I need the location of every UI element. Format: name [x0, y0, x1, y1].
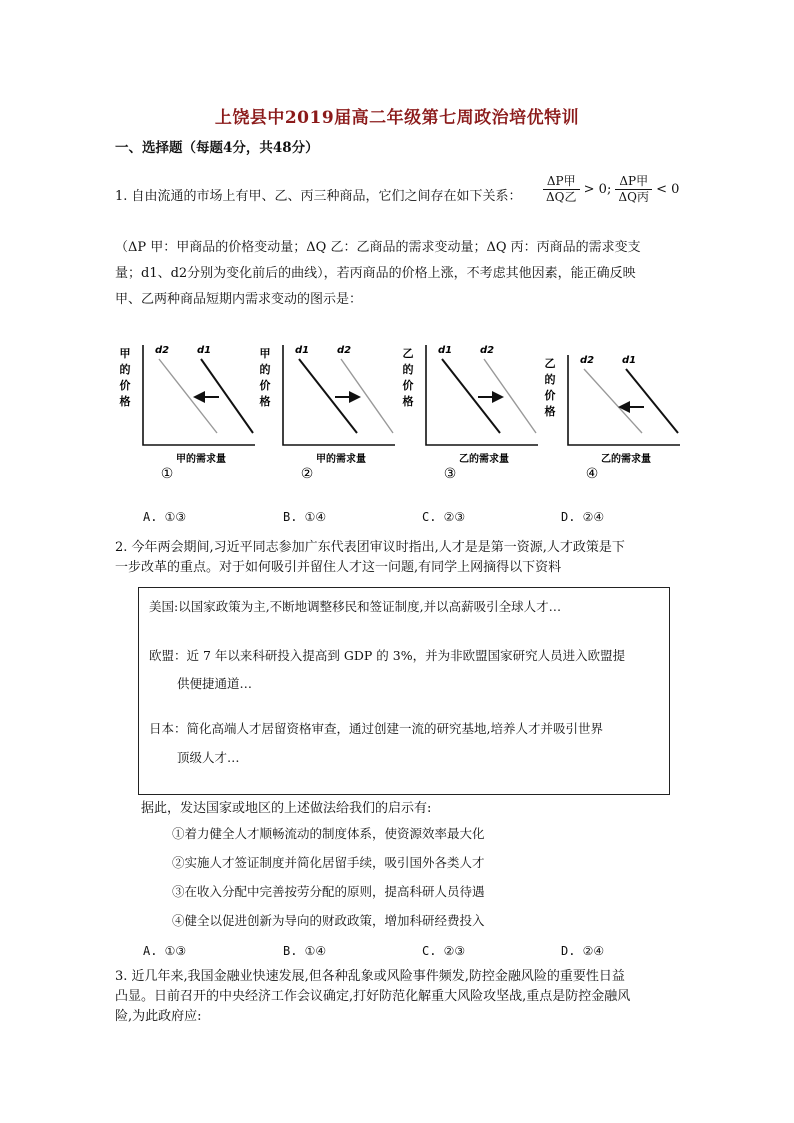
q2-option-3: ③在收入分配中完善按劳分配的原则，提高科研人员待遇: [172, 884, 485, 899]
graph-3-label-right: d2: [480, 345, 495, 356]
q1-stem: 1. 自由流通的市场上有甲、乙、丙三种商品，它们之间存在如下关系：: [115, 189, 522, 204]
q3-line-3: 险,为此政府应:: [115, 1009, 202, 1024]
graph-1-label-right: d1: [197, 345, 212, 356]
fraction-1: [543, 174, 580, 205]
demand-graphs: [115, 335, 685, 495]
graph-3-number: ③: [443, 466, 457, 482]
graph-4-number: ④: [585, 466, 599, 482]
graph-2-label-left: d1: [295, 345, 310, 356]
q2-lead: 据此，发达国家或地区的上述做法给我们的启示有:: [141, 801, 432, 816]
material-box: [138, 587, 670, 795]
graph-3-xlabel: 乙的需求量: [459, 454, 509, 465]
fraction-2-numerator: ΔP甲: [615, 174, 652, 190]
q1-choice-c[interactable]: C. ②③: [422, 510, 466, 524]
graph-2-xlabel: 甲的需求量: [316, 454, 366, 465]
graph-2-number: ②: [300, 466, 314, 482]
graph-2-ylabel-char: 价: [259, 379, 271, 392]
graph-4: [545, 355, 681, 482]
fraction-2: [615, 174, 652, 205]
graph-1-label-left: d2: [155, 345, 170, 356]
graph-2-ylabel-char: 甲: [259, 347, 271, 360]
q2-line-1: 2. 今年两会期间,习近平同志参加广东代表团审议时指出,人才是是第一资源,人才政策是下: [115, 540, 625, 555]
q1-choice-d[interactable]: D. ②④: [561, 510, 605, 524]
graph-2-label-right: d2: [337, 345, 352, 356]
graph-2-ylabel-char: 的: [259, 363, 271, 376]
q2-stem: [115, 538, 685, 578]
q2-choice-b[interactable]: B. ①④: [283, 944, 327, 958]
graph-4-label-left: d2: [580, 355, 595, 366]
graph-3-ylabel-char: 价: [402, 379, 414, 392]
graph-4-label-right: d1: [622, 355, 637, 366]
q2-choice-a[interactable]: A. ①③: [143, 944, 187, 958]
material-us: 美国:以国家政策为主,不断地调整移民和签证制度,并以高薪吸引全球人才…: [149, 599, 562, 614]
q2-choice-d[interactable]: D. ②④: [561, 944, 605, 958]
graph-1-ylabel-char: 格: [119, 395, 131, 408]
graph-3-ylabel-char: 格: [402, 395, 414, 408]
q2-option-4: ④健全以促进创新为导向的财政政策，增加科研经费投入: [172, 913, 485, 928]
fraction-2-denominator: ΔQ丙: [618, 190, 649, 204]
fraction-1-relation: > 0;: [583, 182, 612, 197]
graph-3-ylabel-char: 乙: [402, 347, 414, 360]
graph-3: [403, 345, 539, 482]
graph-2-ylabel-char: 格: [259, 395, 271, 408]
q2-line-2: 一步改革的重点。对于如何吸引并留住人才这一问题,有同学上网摘得以下资料: [115, 560, 562, 575]
graph-4-ylabel-char: 价: [544, 389, 556, 402]
graph-4-ylabel-char: 乙: [544, 357, 556, 370]
graph-3-ylabel-char: 的: [402, 363, 414, 376]
graph-4-ylabel-char: 格: [544, 405, 556, 418]
q1-line-2: （ΔP 甲：甲商品的价格变动量；ΔQ 乙：乙商品的需求变动量；ΔQ 丙：丙商品的需求变支: [115, 240, 641, 255]
q1-choice-a[interactable]: A. ①③: [143, 510, 187, 524]
q2-option-2: ②实施人才签证制度并简化居留手续，吸引国外各类人才: [172, 855, 485, 870]
graph-4-axes: [568, 355, 680, 445]
q1-paragraph: [115, 235, 680, 313]
q2-option-1: ①着力健全人才顺畅流动的制度体系，使资源效率最大化: [172, 826, 485, 841]
q1-line-3: 量；d1、d2分别为变化前后的曲线），若丙商品的价格上涨，不考虑其他因素，能正确反映: [115, 266, 636, 281]
q2-choice-c[interactable]: C. ②③: [422, 944, 466, 958]
q1-choice-b[interactable]: B. ①④: [283, 510, 327, 524]
section-heading: 一、选择题（每题4分，共48分）: [115, 140, 319, 156]
graph-1-ylabel-char: 甲: [119, 347, 131, 360]
q1-line-4: 甲、乙两种商品短期内需求变动的图示是：: [115, 292, 363, 307]
q3-stem: [115, 967, 685, 1027]
graph-4-ylabel-char: 的: [544, 373, 556, 386]
graph-1-ylabel-char: 价: [119, 379, 131, 392]
q1-choices: [143, 510, 663, 528]
graph-3-label-left: d1: [438, 345, 453, 356]
q3-line-1: 3. 近几年来,我国金融业快速发展,但各种乱象或风险事件频发,防控金融风险的重要性日益: [115, 969, 625, 984]
material-eu-line-2: 供便捷通道…: [177, 676, 253, 691]
fraction-2-relation: < 0: [656, 182, 680, 197]
graph-1-xlabel: 甲的需求量: [176, 454, 226, 465]
graph-1-ylabel-char: 的: [119, 363, 131, 376]
fraction-1-denominator: ΔQ乙: [546, 190, 577, 204]
fraction-1-numerator: ΔP甲: [543, 174, 580, 190]
graph-1: [120, 345, 256, 482]
graph-1-number: ①: [160, 466, 174, 482]
q2-choices: [143, 944, 663, 962]
page-title: 上饶县中2019届高二年级第七周政治培优特训: [214, 108, 580, 128]
graph-2: [260, 345, 396, 482]
material-jp-line-2: 顶级人才…: [177, 750, 240, 765]
material-eu-line-1: 欧盟：近 7 年以来科研投入提高到 GDP 的 3%，并为非欧盟国家研究人员进入欧盟提: [149, 648, 626, 663]
q3-line-2: 凸显。日前召开的中央经济工作会议确定,打好防范化解重大风险攻坚战,重点是防控金融风: [115, 989, 631, 1004]
material-jp-line-1: 日本：简化高端人才居留资格审查，通过创建一流的研究基地,培养人才并吸引世界: [149, 721, 603, 736]
q1-formula: [543, 174, 679, 205]
graph-4-xlabel: 乙的需求量: [601, 454, 651, 465]
